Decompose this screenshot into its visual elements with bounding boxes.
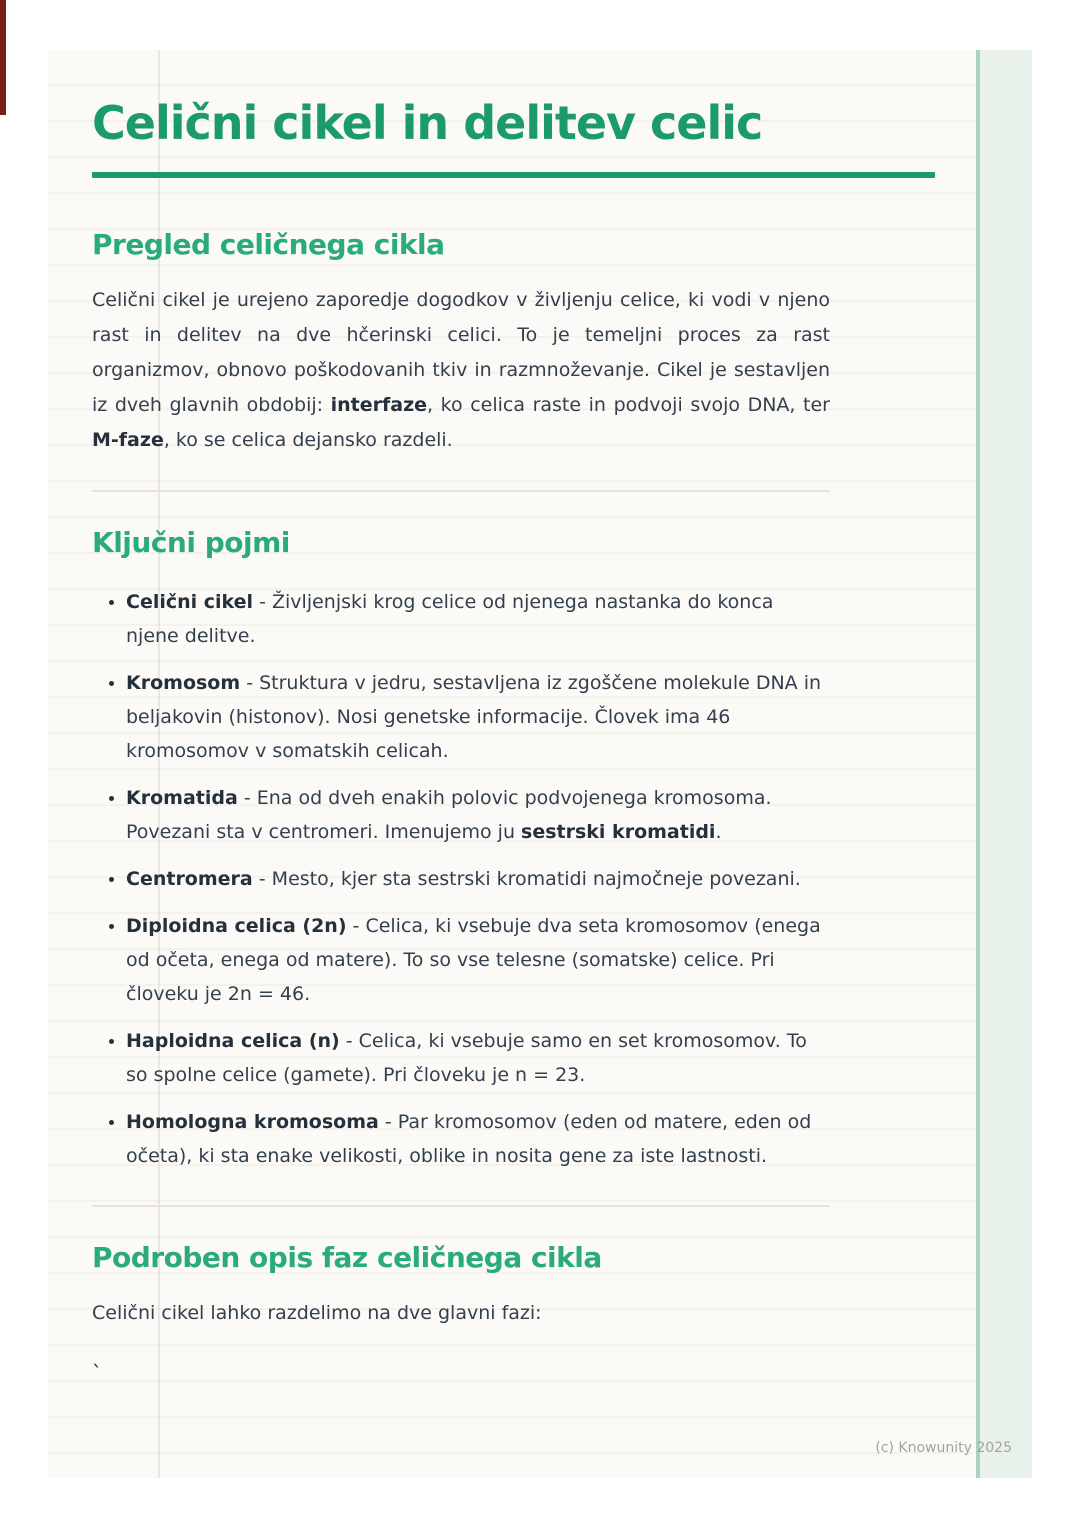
notebook-paper xyxy=(48,50,976,1478)
document-content xyxy=(48,50,976,1385)
copyright-notice: (c) Knowunity 2025 xyxy=(875,1440,1012,1456)
page-title: Celični cikel in delitev celic xyxy=(92,96,763,150)
list-item: • Kromatida - Ena od dveh enakih polovic podvojenega kromosoma. Povezani sta v centromeri. Imenujemo ju sestrski kromatidi. xyxy=(126,781,832,849)
list-item: • Homologna kromosoma - Par kromosomov (eden od matere, eden od očeta), ki sta enake velikosti, oblike in nosita gene za iste lastnosti. xyxy=(126,1105,832,1173)
section-overview xyxy=(92,228,932,458)
section-key-terms xyxy=(92,526,932,1173)
section-heading-phases: Podroben opis faz celičnega cikla xyxy=(92,1240,602,1274)
corner-accent-mark xyxy=(0,0,6,115)
right-accent-stripe xyxy=(976,50,1032,1478)
stray-backtick-character: ` xyxy=(92,1360,102,1385)
list-item: • Centromera - Mesto, kjer sta sestrski kromatidi najmočneje povezani. xyxy=(126,862,832,896)
section-phases xyxy=(92,1241,932,1385)
list-item: • Kromosom - Struktura v jedru, sestavljena iz zgoščene molekule DNA in beljakovin (histonov). Nosi genetske informacije. Človek ima 46 kromosomov v somatskih celicah. xyxy=(126,666,832,768)
section-heading-overview: Pregled celičnega cikla xyxy=(92,227,445,261)
section-divider-1 xyxy=(92,490,830,492)
list-item: • Haploidna celica (n) - Celica, ki vsebuje samo en set kromosomov. To so spolne celice (gamete). Pri človeku je n = 23. xyxy=(126,1024,832,1092)
overview-paragraph: Celični cikel je urejeno zaporedje dogodkov v življenju celice, ki vodi v njeno rast in delitev na dve hčerinski celici. To je temeljni proces za rast organizmov, obnovo poškodovanih tkiv in razmnoževanje. Cikel je sestavljen iz dveh glavnih obdobij: interfaze, ko celica raste in podvoji svojo DNA, ter M-faze, ko se celica dejansko razdeli. xyxy=(92,288,830,451)
section-divider-2 xyxy=(92,1205,830,1207)
list-item: • Celični cikel - Življenjski krog celice od njenega nastanka do konca njene delitve. xyxy=(126,585,832,653)
phases-intro-paragraph: Celični cikel lahko razdelimo na dve glavni fazi: xyxy=(92,1301,542,1324)
key-terms-list xyxy=(92,585,832,1173)
title-underline-bar xyxy=(92,172,935,178)
list-item: • Diploidna celica (2n) - Celica, ki vsebuje dva seta kromosomov (enega od očeta, enega od matere). To so vse telesne (somatske) celice. Pri človeku je 2n = 46. xyxy=(126,909,832,1011)
section-heading-key-terms: Ključni pojmi xyxy=(92,525,290,559)
